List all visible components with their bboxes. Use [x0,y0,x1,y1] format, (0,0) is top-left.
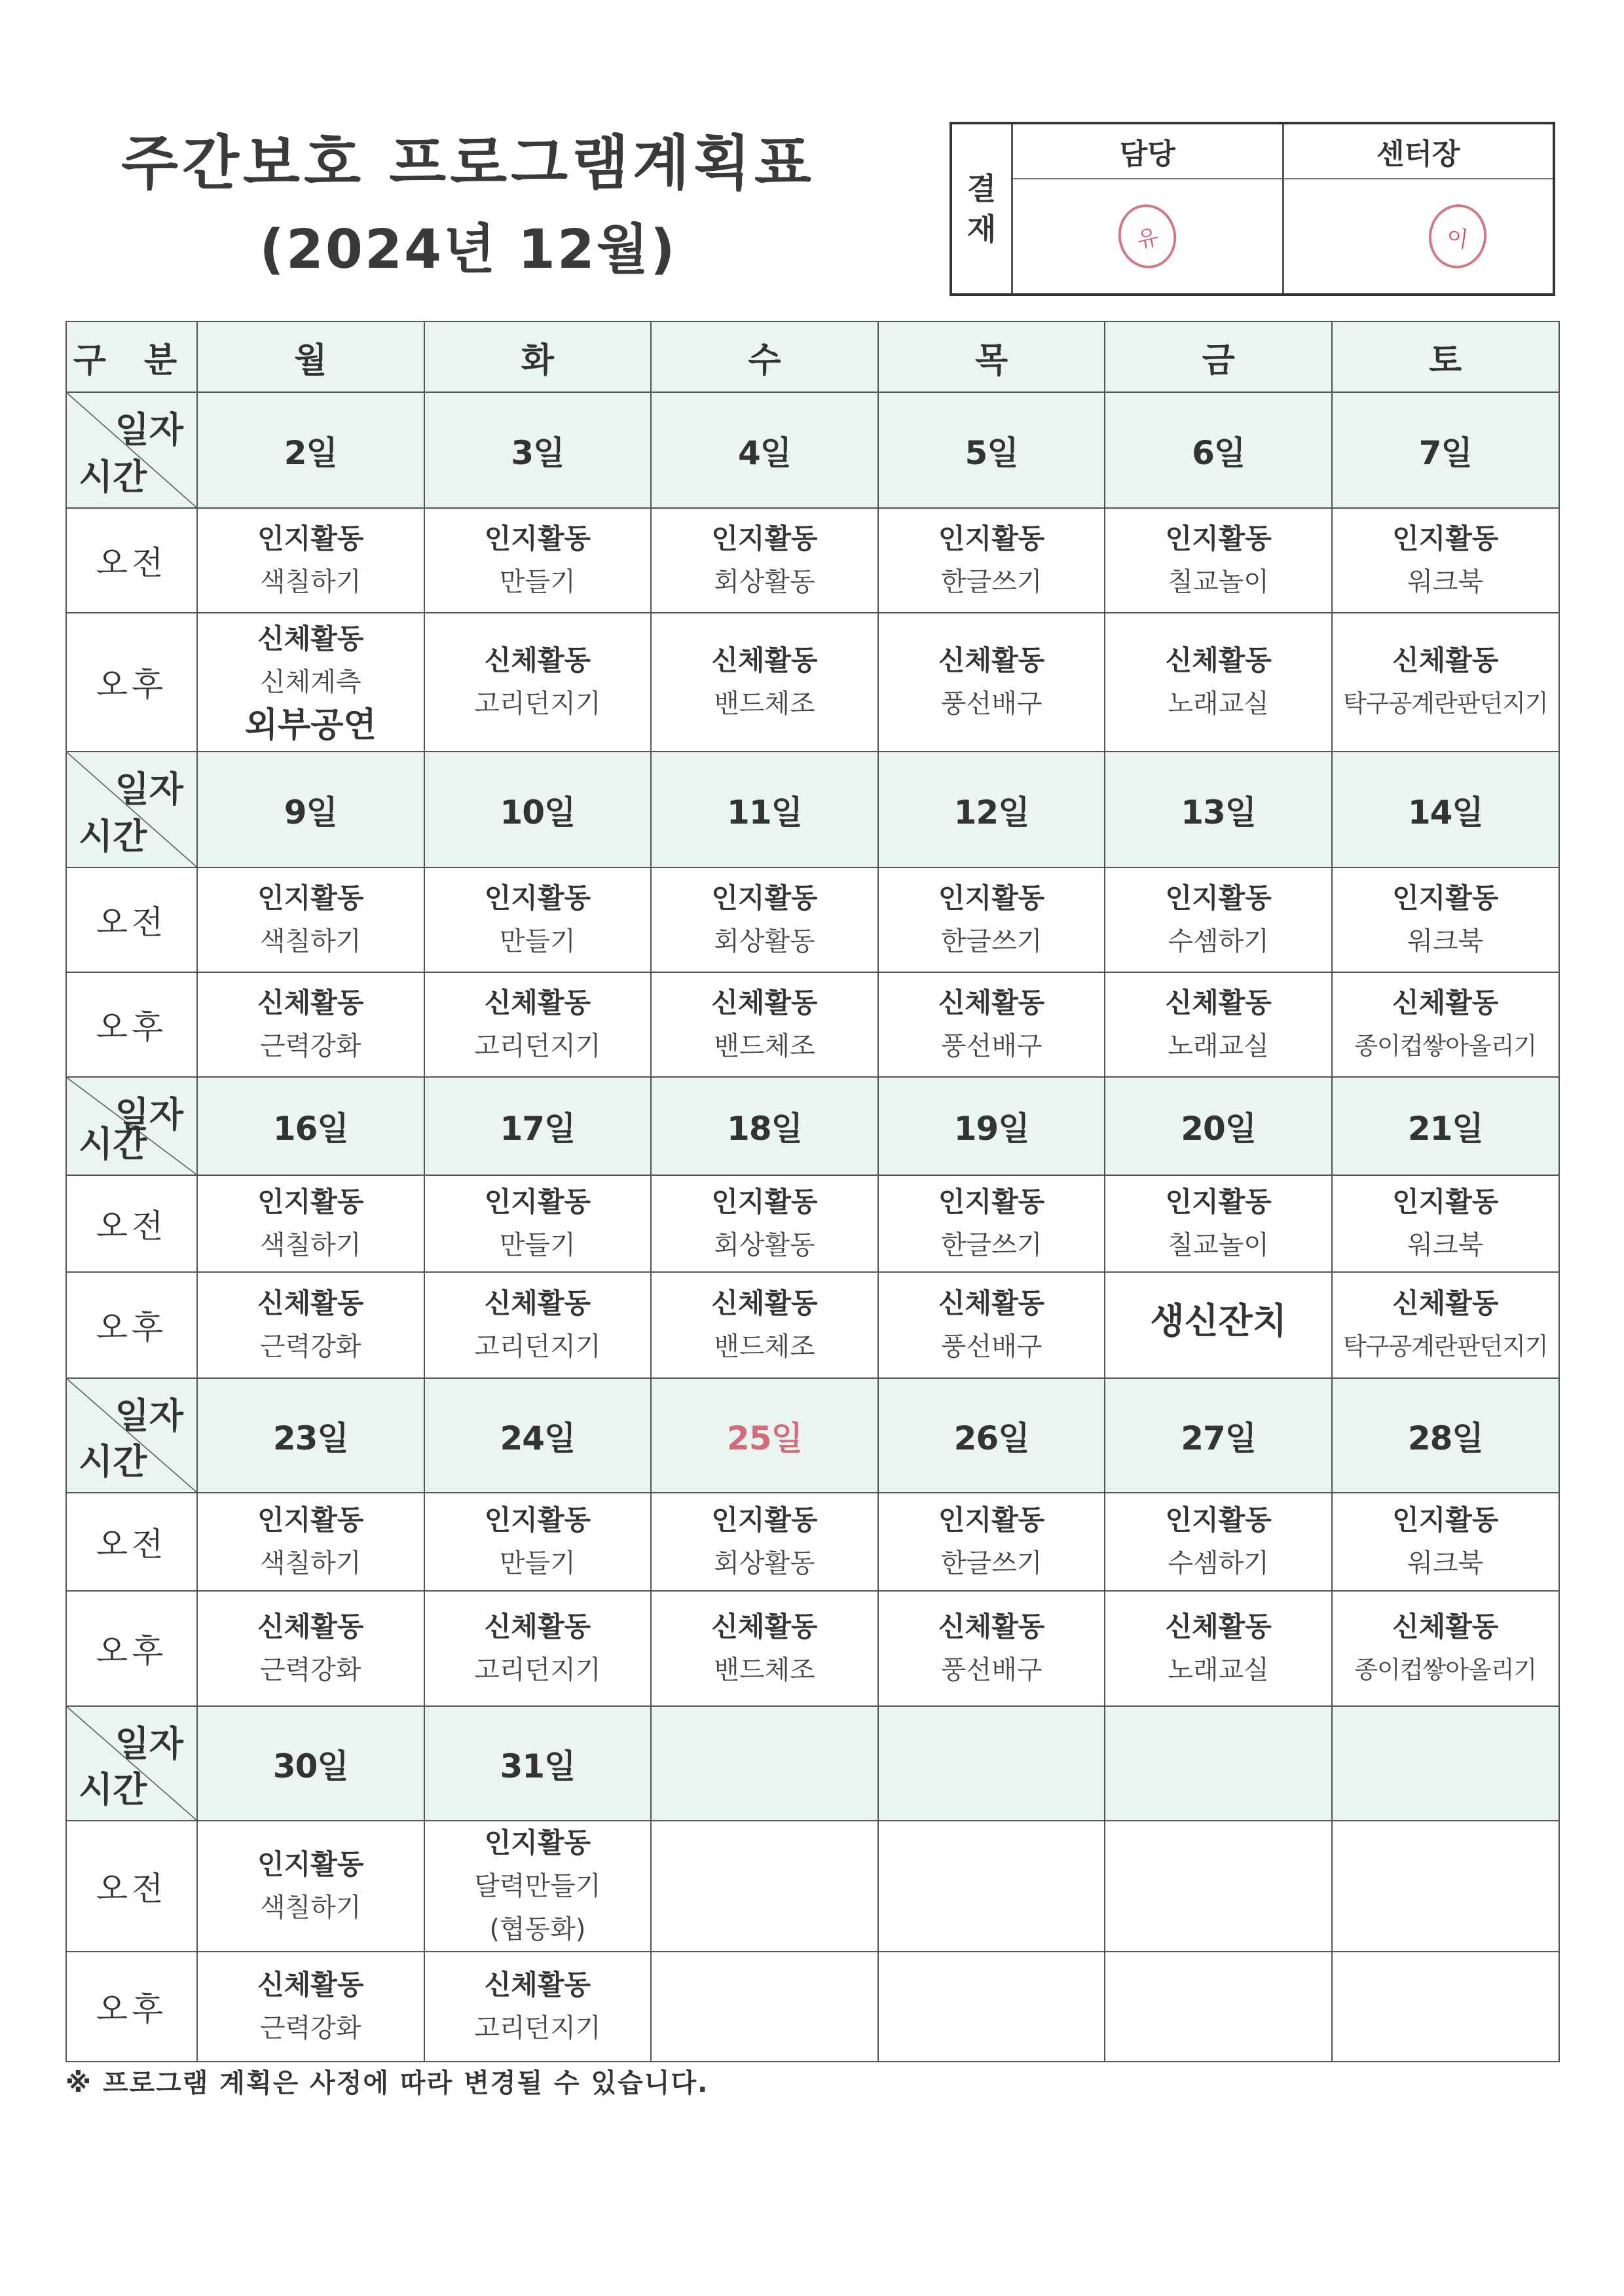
activity-cell [651,1175,878,1272]
activity-category: 신체활동 [257,623,364,655]
date-row [66,1077,1559,1175]
activity-cell [878,1591,1105,1706]
activity-cell [197,508,424,613]
activity-name: 밴드체조 [714,1031,815,1061]
activity-category: 인지활동 [257,1504,364,1536]
seal-stamp-icon: 유 [1113,199,1182,274]
activity-name: 만들기 [499,1548,576,1578]
activity-category: 인지활동 [484,522,591,555]
activity-name: 풍선배구 [940,1031,1043,1061]
date-time-corner [66,392,197,508]
activity-cell [197,1821,424,1952]
activity-name: 근력강화 [260,2013,361,2043]
activity-cell [651,1591,878,1706]
activity-category: 신체활동 [1165,987,1272,1019]
date-time-corner [66,1378,197,1493]
activity-category: 신체활동 [484,1611,591,1643]
activity-name: 한글쓰기 [940,1548,1043,1578]
activity-cell [651,1493,878,1591]
date-cell: 27일 [1105,1378,1332,1493]
empty-cell [651,1821,878,1952]
activity-cell [1332,613,1559,752]
activity-cell [424,1175,652,1272]
activity-category: 신체활동 [1165,644,1272,676]
date-cell: 28일 [1332,1378,1559,1493]
date-row [66,1706,1559,1821]
activity-category: 인지활동 [257,522,364,555]
activity-category: 인지활동 [257,1848,364,1880]
approval-label-top: 결 [967,171,997,206]
activity-category: 신체활동 [711,1611,818,1643]
special-event: 외부공연 [244,706,377,745]
activity-category: 인지활동 [1392,1186,1499,1218]
approval-head-manager: 담당 [1013,124,1282,179]
activity-category: 인지활동 [257,1186,364,1218]
activity-cell [424,972,652,1077]
activity-category: 신체활동 [938,1611,1045,1643]
activity-cell [197,1175,424,1272]
empty-cell [1105,1706,1332,1821]
activity-category: 신체활동 [711,987,818,1019]
activity-name: 워크북 [1407,926,1484,957]
date-cell: 3일 [424,392,652,508]
date-cell-holiday: 25일 [651,1378,878,1493]
activity-category: 신체활동 [484,1287,591,1319]
am-row [66,867,1559,972]
header-gubun: 구 분 [66,321,197,392]
date-cell: 18일 [651,1077,878,1175]
am-row [66,1175,1559,1272]
date-cell: 9일 [197,752,424,867]
date-time-corner [66,1706,197,1821]
activity-cell [651,972,878,1077]
activity-name: 풍선배구 [940,689,1043,719]
pm-label: 오후 [66,1591,197,1706]
activity-name: 한글쓰기 [940,926,1043,957]
empty-cell [878,1821,1105,1952]
activity-name: 워크북 [1407,1548,1484,1578]
activity-cell [197,1591,424,1706]
activity-category: 인지활동 [711,1504,818,1536]
activity-cell [878,1175,1105,1272]
activity-name: 근력강화 [260,1655,361,1685]
am-label: 오전 [66,1493,197,1591]
activity-category: 신체활동 [938,644,1045,676]
empty-cell [1105,1821,1332,1952]
date-time-corner [66,752,197,867]
event-label: 생신잔치 [1150,1300,1287,1341]
activity-cell [424,1591,652,1706]
activity-cell [878,972,1105,1077]
activity-cell [424,1952,652,2062]
date-cell: 24일 [424,1378,652,1493]
date-cell: 14일 [1332,752,1559,867]
activity-cell [424,1493,652,1591]
activity-cell [424,613,652,752]
activity-name: 수셈하기 [1168,926,1269,957]
activity-name: 수셈하기 [1168,1548,1269,1578]
activity-cell [424,867,652,972]
activity-category: 신체활동 [1392,1287,1499,1319]
activity-name: 색칠하기 [260,567,361,597]
activity-category: 인지활동 [938,1186,1045,1218]
activity-name: 만들기 [499,1230,576,1260]
header-day: 수 [651,321,878,392]
activity-category: 신체활동 [711,1287,818,1319]
activity-category: 신체활동 [484,644,591,676]
activity-cell [1105,1175,1332,1272]
activity-name: 근력강화 [260,1332,361,1362]
activity-name: 노래교실 [1168,1031,1269,1061]
approval-head-director: 센터장 [1284,124,1553,179]
date-cell: 5일 [878,392,1105,508]
activity-cell [1332,1272,1559,1378]
empty-cell [651,1952,878,2062]
activity-category: 신체활동 [257,1611,364,1643]
activity-name: 칠교놀이 [1168,567,1269,597]
empty-cell [1332,1952,1559,2062]
activity-name: 회상활동 [714,1230,815,1260]
activity-category: 인지활동 [1392,1504,1499,1536]
activity-name: 만들기 [499,926,576,957]
approval-sign-director [1284,179,1553,293]
pm-row [66,1591,1559,1706]
date-cell: 20일 [1105,1077,1332,1175]
corner-label-time: 시간 [79,1441,147,1482]
corner-label-time: 시간 [79,1123,147,1165]
activity-cell [197,972,424,1077]
date-cell: 4일 [651,392,878,508]
activity-name: 회상활동 [714,567,815,597]
activity-cell [197,613,424,752]
date-cell: 12일 [878,752,1105,867]
activity-category: 인지활동 [938,522,1045,555]
activity-category: 신체활동 [1392,1611,1499,1643]
header-day: 금 [1105,321,1332,392]
activity-cell [424,508,652,613]
activity-category: 인지활동 [1392,522,1499,555]
date-row [66,752,1559,867]
activity-category: 인지활동 [711,882,818,914]
activity-name: 색칠하기 [260,1230,361,1260]
activity-name: 회상활동 [714,1548,815,1578]
am-label: 오전 [66,1175,197,1272]
date-cell: 19일 [878,1077,1105,1175]
activity-cell [1332,1493,1559,1591]
activity-cell [651,508,878,613]
corner-label-date: 일자 [115,1723,183,1764]
activity-cell [1105,1591,1332,1706]
corner-label-time: 시간 [79,816,147,857]
pm-row [66,1272,1559,1378]
table-header-row [66,321,1559,392]
activity-cell [1105,1272,1332,1378]
activity-name: 워크북 [1407,567,1484,597]
activity-category: 인지활동 [1165,1186,1272,1218]
date-cell: 16일 [197,1077,424,1175]
date-time-corner [66,1077,197,1175]
pm-label: 오후 [66,1952,197,2062]
activity-name: 고리던지기 [474,1655,601,1685]
activity-name: 종이컵쌓아올리기 [1354,1032,1537,1060]
date-cell: 30일 [197,1706,424,1821]
activity-note: (협동화) [489,1914,586,1944]
program-table [65,321,1560,2062]
header-day: 토 [1332,321,1559,392]
date-cell: 23일 [197,1378,424,1493]
date-cell: 21일 [1332,1077,1559,1175]
corner-label-date: 일자 [115,409,183,450]
activity-name: 밴드체조 [714,1332,815,1362]
activity-name: 근력강화 [260,1031,361,1061]
activity-cell [1105,867,1332,972]
am-label: 오전 [66,508,197,613]
approval-box [950,122,1555,296]
activity-cell [1332,972,1559,1077]
activity-cell [1332,1591,1559,1706]
activity-category: 신체활동 [1392,987,1499,1019]
empty-cell [1105,1952,1332,2062]
activity-cell [878,867,1105,972]
activity-category: 인지활동 [1165,882,1272,914]
corner-label-date: 일자 [115,1094,183,1135]
activity-category: 인지활동 [484,882,591,914]
date-row [66,1378,1559,1493]
activity-name: 만들기 [499,567,576,597]
activity-category: 신체활동 [711,644,818,676]
activity-cell [424,1272,652,1378]
date-cell: 11일 [651,752,878,867]
activity-category: 신체활동 [257,1287,364,1319]
am-label: 오전 [66,867,197,972]
activity-category: 신체활동 [938,987,1045,1019]
activity-cell [878,613,1105,752]
empty-cell [651,1706,878,1821]
approval-sign-manager [1013,179,1282,293]
empty-cell [1332,1706,1559,1821]
approval-label [952,124,1013,293]
pm-label: 오후 [66,1272,197,1378]
activity-name: 종이컵쌓아올리기 [1354,1656,1537,1684]
activity-cell [197,1493,424,1591]
corner-label-date: 일자 [115,1395,183,1436]
activity-cell [1105,972,1332,1077]
activity-cell [1105,508,1332,613]
pm-row [66,972,1559,1077]
approval-label-bottom: 재 [967,211,997,247]
activity-name: 고리던지기 [474,2013,601,2043]
activity-name: 탁구공계란판던지기 [1342,1332,1548,1360]
am-row [66,508,1559,613]
am-row [66,1821,1559,1952]
activity-name: 색칠하기 [260,1548,361,1578]
activity-name: 칠교놀이 [1168,1230,1269,1260]
date-row [66,392,1559,508]
pm-label: 오후 [66,972,197,1077]
page-title: 주간보호 프로그램계획표 [121,129,815,198]
empty-cell [878,1706,1105,1821]
activity-name: 노래교실 [1168,1655,1269,1685]
activity-category: 인지활동 [938,1504,1045,1536]
pm-label: 오후 [66,613,197,752]
activity-name: 고리던지기 [474,1332,601,1362]
activity-cell [651,1272,878,1378]
activity-name: 고리던지기 [474,689,601,719]
approval-col-director [1282,124,1553,293]
pm-row [66,1952,1559,2062]
activity-category: 인지활동 [257,882,364,914]
activity-category: 인지활동 [1165,522,1272,555]
activity-category: 인지활동 [484,1186,591,1218]
activity-name: 풍선배구 [940,1655,1043,1685]
activity-name: 한글쓰기 [940,1230,1043,1260]
page-subtitle: (2024년 12월) [259,219,677,281]
activity-category: 신체활동 [257,987,364,1019]
date-cell: 2일 [197,392,424,508]
date-cell: 17일 [424,1077,652,1175]
activity-category: 신체활동 [484,1969,591,2001]
activity-name: 밴드체조 [714,1655,815,1685]
activity-cell [1332,508,1559,613]
activity-cell [1105,613,1332,752]
empty-cell [878,1952,1105,2062]
activity-name: 노래교실 [1168,689,1269,719]
empty-cell [1332,1821,1559,1952]
date-cell: 7일 [1332,392,1559,508]
activity-cell [651,867,878,972]
date-cell: 13일 [1105,752,1332,867]
activity-category: 인지활동 [484,1827,591,1859]
activity-name: 달력만들기 [474,1871,601,1901]
activity-cell [197,867,424,972]
activity-cell [197,1952,424,2062]
activity-category: 신체활동 [1392,644,1499,676]
activity-category: 인지활동 [711,1186,818,1218]
approval-col-manager [1013,124,1282,293]
activity-name: 신체계측 [260,667,361,697]
activity-cell [1332,867,1559,972]
activity-category: 신체활동 [484,987,591,1019]
activity-name: 회상활동 [714,926,815,957]
activity-category: 인지활동 [1392,882,1499,914]
activity-name: 밴드체조 [714,689,815,719]
corner-label-date: 일자 [115,769,183,810]
activity-cell [878,1493,1105,1591]
activity-cell [197,1272,424,1378]
activity-cell [1332,1175,1559,1272]
date-cell: 10일 [424,752,652,867]
date-cell: 6일 [1105,392,1332,508]
activity-name: 색칠하기 [260,926,361,957]
activity-category: 인지활동 [484,1504,591,1536]
activity-name: 한글쓰기 [940,567,1043,597]
title-block [105,128,832,286]
activity-cell [651,613,878,752]
header-day: 목 [878,321,1105,392]
activity-category: 신체활동 [938,1287,1045,1319]
header-day: 화 [424,321,652,392]
activity-name: 풍선배구 [940,1332,1043,1362]
header-day: 월 [197,321,424,392]
corner-label-time: 시간 [79,1769,147,1810]
am-label: 오전 [66,1821,197,1952]
activity-cell [878,1272,1105,1378]
date-cell: 26일 [878,1378,1105,1493]
footnote: ※ 프로그램 계획은 사정에 따라 변경될 수 있습니다. [65,2068,709,2098]
activity-category: 인지활동 [1165,1504,1272,1536]
activity-name: 색칠하기 [260,1893,361,1923]
activity-category: 인지활동 [938,882,1045,914]
activity-category: 신체활동 [1165,1611,1272,1643]
activity-category: 인지활동 [711,522,818,555]
pm-row [66,613,1559,752]
activity-cell [878,508,1105,613]
corner-label-time: 시간 [79,456,147,498]
activity-name: 고리던지기 [474,1031,601,1061]
seal-stamp-icon: 이 [1424,200,1490,272]
activity-cell [424,1821,652,1952]
activity-name: 워크북 [1407,1230,1484,1260]
activity-name: 탁구공계란판던지기 [1342,689,1548,718]
am-row [66,1493,1559,1591]
activity-category: 신체활동 [257,1969,364,2001]
activity-cell [1105,1493,1332,1591]
date-cell: 31일 [424,1706,652,1821]
